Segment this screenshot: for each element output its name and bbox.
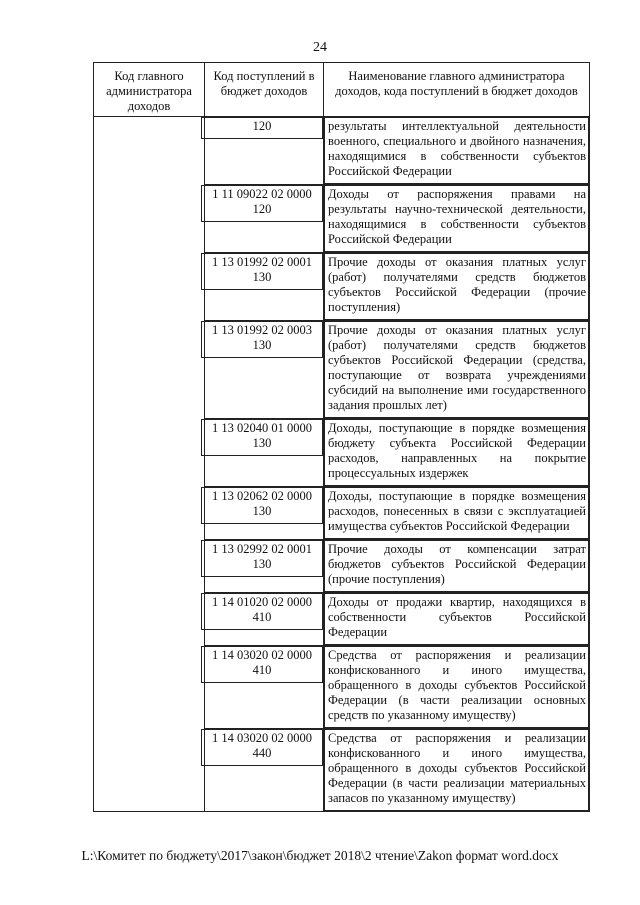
revenue-codes-table <box>93 62 590 812</box>
name-value: Доходы, поступающие в порядке возмещения расходов, понесенных в связи с эксплуатацией имущества субъектов Российской Федерации <box>324 487 589 539</box>
code-value: 1 13 01992 02 0001 130 <box>201 253 323 290</box>
code-cell <box>205 729 324 812</box>
name-value: Доходы от распоряжения правами на результаты научно-технической деятельности, находящимися в собственности субъектов Российской Федерации <box>324 185 589 252</box>
code-value: 120 <box>201 117 323 139</box>
code-cell <box>205 593 324 646</box>
page-number: 24 <box>313 40 327 55</box>
code-value: 1 13 02992 02 0001 130 <box>201 540 323 577</box>
code-value: 1 13 01992 02 0003 130 <box>201 321 323 358</box>
code-cell <box>205 253 324 321</box>
name-value: Доходы от продажи квартир, находящихся в собственности субъектов Российской Федерации <box>324 593 589 645</box>
header-revenue-code: Код поступлений в бюджет доходов <box>205 63 324 117</box>
name-cell <box>324 321 590 419</box>
code-cell <box>205 321 324 419</box>
table-header-row <box>94 63 590 117</box>
code-value: 1 13 02062 02 0000 130 <box>201 487 323 524</box>
code-cell <box>205 487 324 540</box>
code-cell <box>205 117 324 185</box>
code-cell <box>205 540 324 593</box>
code-value: 1 14 03020 02 0000 440 <box>201 729 323 766</box>
name-cell <box>324 487 590 540</box>
name-cell <box>324 117 590 185</box>
name-cell <box>324 593 590 646</box>
code-value: 1 13 02040 01 0000 130 <box>201 419 323 456</box>
admin-code-cell <box>94 117 205 812</box>
table-row <box>94 117 590 185</box>
code-cell <box>205 646 324 729</box>
name-value: результаты интеллектуальной деятельности военного, специального и двойного назначения, находящимися в собственности субъектов Российской Федерации <box>324 117 589 184</box>
code-value: 1 11 09022 02 0000 120 <box>201 185 323 222</box>
header-admin-code: Код главного администратора доходов <box>94 63 205 117</box>
code-value: 1 14 03020 02 0000 410 <box>201 646 323 683</box>
name-cell <box>324 185 590 253</box>
code-value: 1 14 01020 02 0000 410 <box>201 593 323 630</box>
name-cell <box>324 646 590 729</box>
name-cell <box>324 419 590 487</box>
name-cell <box>324 540 590 593</box>
name-value: Прочие доходы от оказания платных услуг (работ) получателями средств бюджетов субъектов Российской Федерации (средства, поступающие от возврата учреждениями субсидий на выполнение ими государственного задания прошлых лет) <box>324 321 589 418</box>
code-cell <box>205 419 324 487</box>
code-cell <box>205 185 324 253</box>
name-value: Средства от распоряжения и реализации конфискованного и иного имущества, обращенного в доходы субъектов Российской Федерации (в части реализации основных средств по указанному имуществу) <box>324 646 589 728</box>
name-value: Прочие доходы от компенсации затрат бюджетов субъектов Российской Федерации (прочие поступления) <box>324 540 589 592</box>
name-cell <box>324 253 590 321</box>
footer-file-path: L:\Комитет по бюджету\2017\закон\бюджет 2018\2 чтение\Zakon формат word.docx <box>81 848 559 863</box>
name-value: Средства от распоряжения и реализации конфискованного и иного имущества, обращенного в доходы субъектов Российской Федерации (в части реализации материальных запасов по указанному имуществу) <box>324 729 589 811</box>
name-value: Доходы, поступающие в порядке возмещения бюджету субъекта Российской Федерации расходов, направленных на покрытие процессуальных издержек <box>324 419 589 486</box>
header-name: Наименование главного администратора доходов, кода поступлений в бюджет доходов <box>324 63 590 117</box>
name-cell <box>324 729 590 812</box>
name-value: Прочие доходы от оказания платных услуг (работ) получателями средств бюджетов субъектов Российской Федерации (прочие поступления) <box>324 253 589 320</box>
